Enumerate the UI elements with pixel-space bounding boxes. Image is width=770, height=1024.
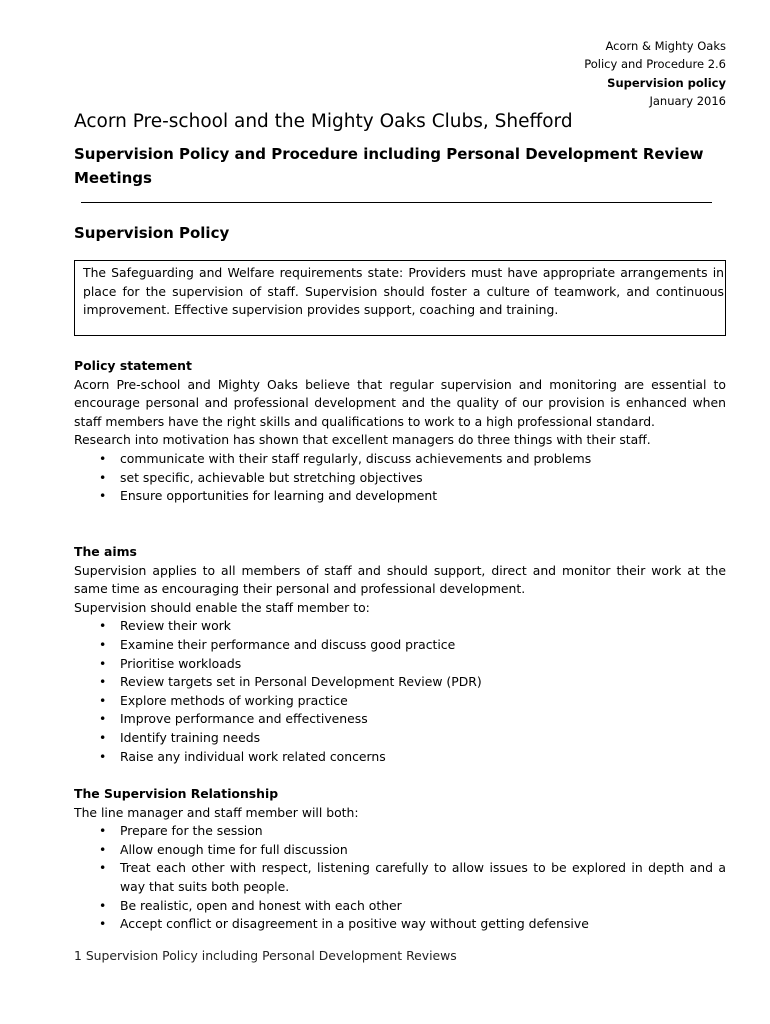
list-item: • Review targets set in Personal Development Review (PDR): [74, 673, 726, 692]
header-line-date: January 2016: [649, 93, 726, 108]
title-divider: [81, 202, 712, 203]
list-item: • Allow enough time for full discussion: [74, 841, 726, 860]
policy-statement-section: [74, 357, 726, 506]
header-line-policy-number: Policy and Procedure 2.6: [584, 57, 726, 72]
org-title: Acorn Pre-school and the Mighty Oaks Clubs, Shefford: [74, 111, 573, 132]
aims-enable-paragraph: Supervision should enable the staff member to:: [74, 599, 370, 615]
aims-paragraph: Supervision applies to all members of staff and should support, direct and monitor their work at the same time as encouraging their personal and professional development.: [74, 562, 726, 597]
list-item: • set specific, achievable but stretching objectives: [74, 469, 726, 488]
list-item: • Treat each other with respect, listening carefully to allow issues to be explored in depth and a way that suits both people.: [74, 859, 726, 896]
list-item: • Improve performance and effectiveness: [74, 710, 726, 729]
document-header: [426, 37, 726, 110]
list-item: • Examine their performance and discuss good practice: [74, 636, 726, 655]
policy-statement-heading: Policy statement: [74, 358, 192, 373]
aims-list: [74, 617, 726, 766]
header-line-org: Acorn & Mighty Oaks: [605, 39, 726, 53]
page-footer: 1 Supervision Policy including Personal Development Reviews: [74, 948, 457, 963]
relationship-paragraph: The line manager and staff member will both:: [74, 804, 359, 820]
relationship-section: [74, 785, 726, 934]
list-item: • Explore methods of working practice: [74, 692, 726, 711]
list-item: • Be realistic, open and honest with each other: [74, 897, 726, 916]
list-item: • Accept conflict or disagreement in a positive way without getting defensive: [74, 915, 726, 934]
research-paragraph: Research into motivation has shown that excellent managers do three things with their staff.: [74, 432, 651, 448]
relationship-heading: The Supervision Relationship: [74, 786, 279, 801]
requirements-callout: The Safeguarding and Welfare requirements state: Providers must have appropriate arrangements in place for the supervision of staff. Supervision should foster a culture of teamwork, and continuous improvement. Effective supervision provides support, coaching and training.: [74, 260, 726, 336]
aims-section: [74, 543, 726, 766]
aims-heading: The aims: [74, 544, 137, 559]
list-item: • Ensure opportunities for learning and development: [74, 487, 726, 506]
policy-statement-paragraph: Acorn Pre-school and Mighty Oaks believe that regular supervision and monitoring are essential to encourage personal and professional development and the quality of our provision is enhanced when staff members have the right skills and qualifications to work to a high professional standard.: [74, 376, 726, 429]
document-title: Supervision Policy and Procedure including Personal Development Review Meetings: [74, 145, 704, 187]
list-item: • Identify training needs: [74, 729, 726, 748]
list-item: • Raise any individual work related concerns: [74, 748, 726, 767]
section-title: Supervision Policy: [74, 224, 230, 242]
header-line-policy-name: Supervision policy: [607, 75, 726, 90]
relationship-list: [74, 822, 726, 934]
manager-practices-list: [74, 450, 726, 506]
list-item: • Prioritise workloads: [74, 655, 726, 674]
list-item: • communicate with their staff regularly, discuss achievements and problems: [74, 450, 726, 469]
list-item: • Review their work: [74, 617, 726, 636]
list-item: • Prepare for the session: [74, 822, 726, 841]
